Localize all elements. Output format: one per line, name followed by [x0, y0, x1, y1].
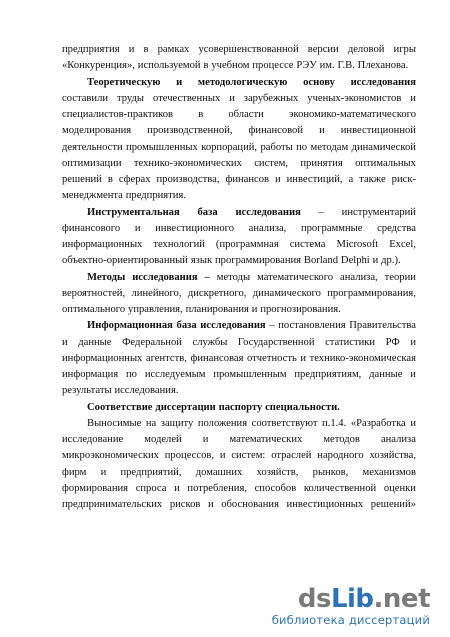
word: дискретного, [187, 287, 247, 299]
text-line [62, 400, 416, 416]
word: и [275, 174, 281, 185]
text-line [62, 205, 416, 221]
word: и [319, 125, 325, 137]
word: предприятий, [120, 466, 182, 478]
word: – [318, 206, 324, 218]
word: технико-экономическая [309, 352, 416, 364]
text-line [62, 318, 416, 334]
bold-word: – [204, 271, 210, 283]
word: финансов [225, 174, 270, 185]
word: процессе [252, 60, 294, 72]
word: микроэкономических [62, 450, 159, 462]
word: информационных [62, 239, 143, 250]
bold-word: Методы [87, 271, 126, 283]
text-line [62, 123, 416, 139]
word: данные [369, 369, 403, 380]
word: математического [257, 271, 334, 283]
text-line [62, 221, 416, 237]
word: промышленных [126, 141, 198, 153]
bold-word: исследования [132, 271, 198, 283]
word: анализа, [340, 271, 378, 283]
word: оптимального [62, 304, 126, 315]
dslib-logo [272, 586, 430, 612]
word: и [410, 369, 416, 380]
word: защиту [160, 417, 194, 429]
word: программирования [215, 255, 302, 267]
text-line [62, 140, 416, 156]
bold-word: исследования [235, 206, 301, 218]
word: формирования [62, 482, 129, 494]
word: и [100, 466, 107, 478]
word: промышленным [213, 369, 287, 380]
word: соответствуют [251, 417, 318, 429]
word: инвестиционной [340, 125, 416, 137]
text-line [62, 497, 416, 513]
logo-ds: ds [297, 584, 331, 614]
word: динамического [252, 287, 321, 299]
text-line [62, 91, 416, 107]
word: используемой [137, 60, 201, 72]
text-line [62, 107, 416, 123]
word: Федеральной [122, 336, 182, 348]
word: исследование [62, 434, 124, 445]
word: исследуемым [144, 369, 206, 380]
word: решений [62, 174, 102, 185]
word: результаты [62, 385, 112, 397]
word: принятия [300, 157, 343, 169]
text-line [62, 383, 416, 399]
bold-word: исследования [200, 320, 266, 332]
word: методов [323, 434, 360, 445]
document-body [62, 42, 416, 513]
bold-word: база [176, 320, 197, 332]
word: Borland [303, 255, 339, 267]
word: рамках [157, 44, 190, 55]
dslib-watermark [272, 586, 430, 627]
word: объектно-ориентированный [62, 255, 188, 267]
word: инвестиционных [286, 499, 364, 510]
word: специалистов-практиков [62, 109, 174, 120]
text-line [62, 335, 416, 351]
word: сферах [118, 174, 151, 185]
word: деловой [347, 44, 385, 55]
word: и [202, 434, 209, 445]
word: п.1.4. [322, 417, 347, 429]
word: финансовая [190, 352, 244, 364]
word: моделей [144, 434, 182, 445]
word: механизмов [362, 466, 416, 478]
word: им. [319, 60, 335, 72]
word: программирования, [327, 287, 416, 299]
word: деятельности [62, 141, 123, 153]
word: систем, [254, 157, 288, 169]
word: ученых-экономистов [307, 92, 402, 104]
word: работы [260, 141, 293, 153]
word: труды [117, 92, 145, 104]
word: информационных [62, 352, 143, 364]
word: исследования. [114, 385, 179, 397]
text-line [62, 465, 416, 481]
word: финансового [62, 222, 121, 234]
word: народного [317, 450, 364, 462]
word: Государственной [237, 336, 315, 348]
word: корпораций, [201, 141, 258, 153]
word: зарубежных [243, 92, 299, 104]
word: Выносимые [87, 417, 142, 429]
bold-word: диссертации [155, 401, 216, 413]
word: статистики [325, 336, 376, 348]
bold-word: специальности. [265, 401, 340, 413]
word: усовершенствованной [198, 44, 299, 55]
word: менеджмента [62, 190, 123, 202]
word: положения [197, 417, 248, 429]
word: инвестиционного [155, 222, 235, 234]
word: риск- [391, 174, 416, 185]
word: по [126, 369, 137, 380]
word: также [359, 174, 386, 185]
word: средства [377, 222, 416, 234]
word: предприятия [62, 44, 120, 55]
word: и [128, 44, 135, 55]
logo-tagline: библиотека диссертаций [271, 613, 430, 627]
word: и [300, 352, 307, 364]
bold-word: методологическую [197, 76, 288, 88]
word: технологий [153, 239, 205, 250]
word: информация [62, 369, 119, 380]
word: динамической [351, 141, 416, 153]
word: количественной [303, 482, 377, 494]
word: инструментарий [341, 206, 416, 218]
text-line [62, 75, 416, 91]
text-line [62, 416, 416, 432]
word: «Конкуренция», [62, 60, 135, 72]
word: отчетность [247, 352, 297, 364]
word: учебном [211, 60, 250, 72]
word: рисков [169, 499, 201, 510]
word: агентств, [145, 352, 187, 364]
word: РФ [385, 336, 400, 348]
word: планирования [185, 304, 249, 315]
text-line [62, 302, 416, 318]
text-line [62, 58, 416, 74]
bold-word: Соответствие [87, 401, 153, 413]
word: а [348, 174, 354, 185]
word: управления, [128, 304, 183, 315]
word: производства, [156, 174, 220, 185]
word: и [219, 450, 226, 462]
word: анализа, [248, 222, 287, 234]
word: постановления [278, 320, 346, 332]
word: анализа [380, 434, 416, 445]
word: в [203, 60, 209, 72]
word: процессов, [164, 450, 215, 462]
word: система [289, 239, 326, 250]
word: рынков, [312, 466, 349, 478]
word: моделирования [62, 125, 132, 137]
word: по [296, 141, 308, 153]
word: программные [300, 222, 363, 234]
word: и [134, 222, 141, 234]
text-line [62, 156, 416, 172]
word: язык [190, 255, 213, 267]
word: Плеханова. [357, 60, 409, 72]
logo-net: .net [373, 584, 430, 614]
word: предпринимательских [62, 499, 163, 510]
word: финансовой [248, 125, 304, 137]
word: в [107, 174, 113, 185]
text-line [62, 237, 416, 253]
word: математических [229, 434, 303, 445]
word: и [251, 304, 258, 315]
word: и [410, 336, 416, 348]
word: систем: [231, 450, 266, 462]
word: игры [393, 44, 416, 55]
word: данные [78, 336, 112, 348]
word: РЭУ [296, 60, 317, 72]
logo-lib: Lib [330, 584, 374, 614]
word: в [143, 44, 149, 55]
text-line [62, 432, 416, 448]
word: инвестиций, [286, 174, 343, 185]
word: оценки [383, 482, 416, 494]
text-line [62, 172, 416, 188]
text-line [62, 42, 416, 58]
word: технико-экономических [133, 157, 242, 169]
word: службы [192, 336, 228, 348]
bold-word: база [197, 206, 218, 218]
word: хозяйств, [256, 466, 299, 478]
word: оптимальных [355, 157, 416, 169]
word: и [62, 336, 68, 348]
word: предприятиям, [294, 369, 362, 380]
text-line [62, 448, 416, 464]
word: отечественных [153, 92, 221, 104]
bold-word: Инструментальная [87, 206, 180, 218]
word: методы [216, 271, 251, 283]
word: др.). [381, 255, 401, 267]
word: производственной, [147, 125, 233, 137]
word: отраслей [271, 450, 312, 462]
word: «Разработка [350, 417, 406, 429]
bold-word: основу [303, 76, 335, 88]
text-line [62, 367, 416, 383]
word: оптимизации [62, 157, 122, 169]
word: и [207, 499, 214, 510]
word: линейного, [131, 287, 182, 299]
word: – [269, 320, 275, 332]
word: решений» [370, 499, 416, 510]
word: Г.В. [337, 60, 355, 72]
text-line [62, 351, 416, 367]
word: спроса [135, 482, 167, 494]
word: версии [307, 44, 339, 55]
word: домашних [195, 466, 243, 478]
word: теории [384, 271, 416, 283]
word: в [198, 109, 204, 120]
word: фирм [62, 466, 87, 478]
text-line [62, 253, 416, 269]
word: предприятия. [125, 190, 186, 202]
bold-word: Теоретическую [87, 76, 161, 88]
word: Правительства [349, 320, 416, 332]
word: методам [310, 141, 349, 153]
word: и [372, 255, 379, 267]
word: экономико-математического [288, 109, 416, 120]
bold-word: Информационная [87, 320, 173, 332]
word: вероятностей, [62, 287, 126, 299]
word: Microsoft [336, 239, 379, 250]
text-line [62, 270, 416, 286]
word: (программная [215, 239, 279, 250]
word: и [229, 92, 235, 104]
word: Delphi [340, 255, 370, 267]
word: Excel, [389, 239, 416, 250]
text-line [62, 481, 416, 497]
bold-word: и [176, 76, 183, 88]
word: хозяйства, [369, 450, 416, 462]
word: обоснования [221, 499, 279, 510]
word: на [145, 417, 157, 429]
word: и [174, 482, 180, 494]
word: области [228, 109, 264, 120]
word: способов [254, 482, 297, 494]
word: потребления, [187, 482, 247, 494]
word: и [410, 417, 416, 429]
text-line [62, 188, 416, 204]
word: составили [62, 92, 109, 104]
bold-word: исследования [350, 76, 416, 88]
word: и [410, 92, 416, 104]
bold-word: паспорту [218, 401, 263, 413]
text-line [62, 286, 416, 302]
word: прогнозирования. [260, 304, 341, 315]
